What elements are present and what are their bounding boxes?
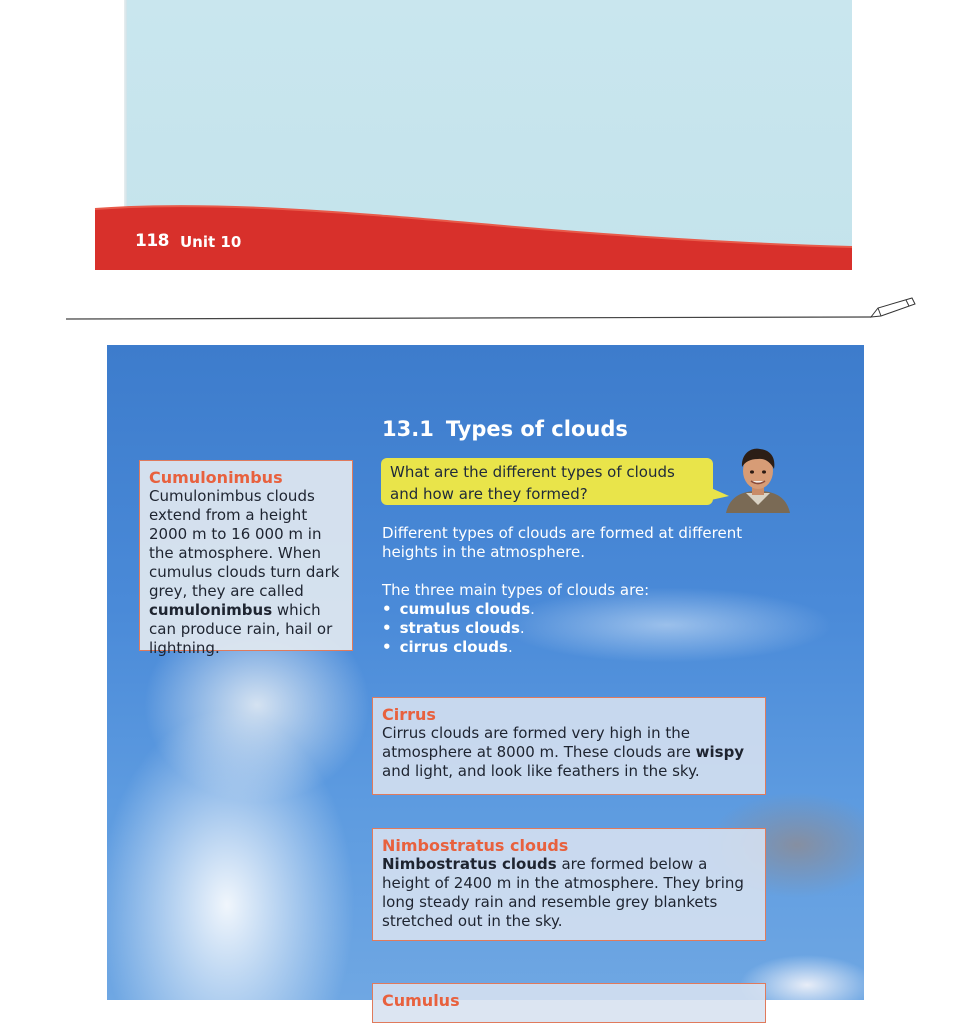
- box-title: Cumulus: [382, 991, 460, 1010]
- nimbostratus-info-box: Nimbostratus clouds Nimbostratus clouds are formed below a height of 2400 m in the atmosphere. They bring long steady rain and resemble grey blankets stretched out in the sky.: [372, 828, 766, 941]
- list-item: • cumulus clouds.: [382, 600, 535, 618]
- section-title-text: Types of clouds: [445, 417, 628, 441]
- unit-label: Unit 10: [180, 233, 242, 251]
- box-title: Cirrus: [382, 705, 436, 724]
- section-number: 13.1: [382, 417, 434, 441]
- textbook-page: [107, 345, 864, 1010]
- cloud-types-list: [382, 600, 535, 657]
- list-item: • stratus clouds.: [382, 619, 525, 637]
- cirrus-info-box: Cirrus Cirrus clouds are formed very high in the atmosphere at 8000 m. These clouds are wispy and light, and look like feathers in the sky.: [372, 697, 766, 795]
- bullet-icon: •: [382, 619, 392, 637]
- list-item: • cirrus clouds.: [382, 638, 513, 656]
- types-intro: The three main types of clouds are:: [382, 581, 650, 599]
- student-avatar-icon: [724, 445, 792, 513]
- cumulonimbus-info-box: Cumulonimbus Cumulonimbus clouds extend from a height 2000 m to 16 000 m in the atmosphere. When cumulus clouds turn dark grey, they are called cumulonimbus which can produce rain, hail or lightning.: [139, 460, 353, 651]
- bullet-icon: •: [382, 638, 392, 656]
- previous-page: [95, 0, 852, 270]
- page-number: 118: [135, 231, 169, 251]
- box-title: Cumulonimbus: [149, 468, 283, 487]
- section-title: [382, 417, 628, 441]
- pencil-icon: [871, 298, 915, 317]
- intro-text: Different types of clouds are formed at different heights in the atmosphere.: [382, 524, 743, 561]
- cumulus-info-box: [372, 983, 766, 1023]
- page-separator: [66, 295, 916, 325]
- question-bubble: What are the different types of clouds and how are they formed?: [381, 458, 713, 505]
- box-title: Nimbostratus clouds: [382, 836, 569, 855]
- bullet-icon: •: [382, 600, 392, 618]
